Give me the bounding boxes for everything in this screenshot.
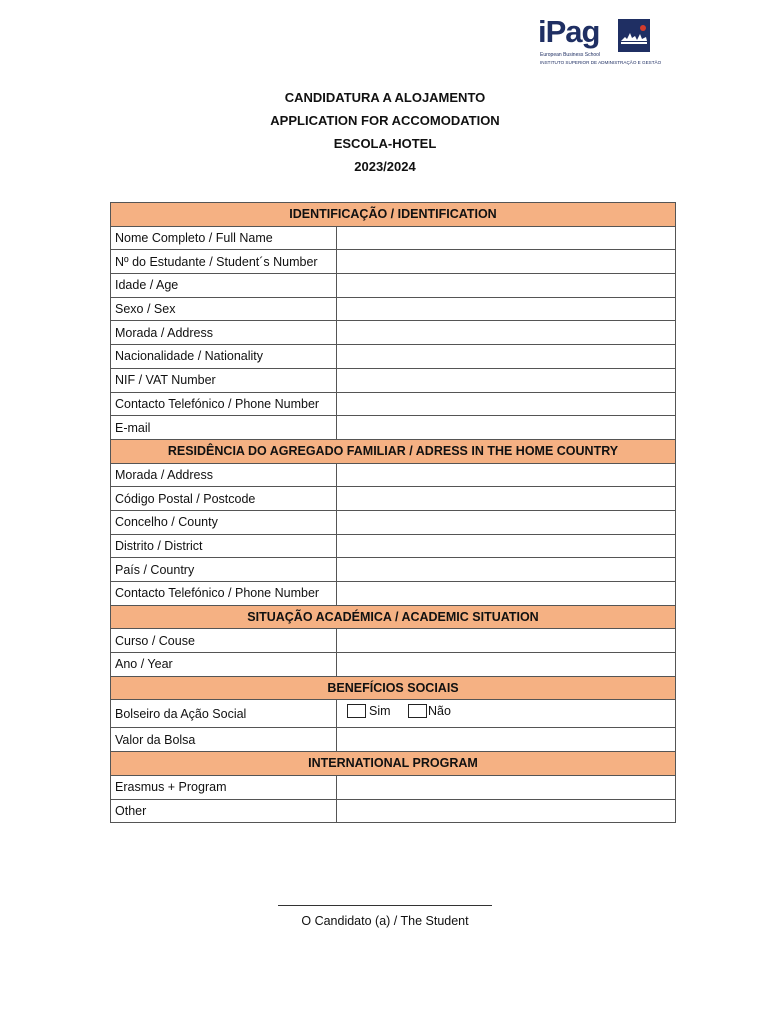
form-row xyxy=(111,510,676,534)
logo-subtitle-institute: INSTITUTO SUPERIOR DE ADMINISTRAÇÃO E GESTÃO xyxy=(540,60,662,65)
country-field[interactable] xyxy=(337,558,676,582)
field-label: Morada / Address xyxy=(111,463,337,487)
field-label: Contacto Telefónico / Phone Number xyxy=(111,392,337,416)
postcode-field[interactable] xyxy=(337,487,676,511)
nationality-field[interactable] xyxy=(337,345,676,369)
sex-field[interactable] xyxy=(337,297,676,321)
field-label: Ano / Year xyxy=(111,653,337,677)
home-phone-field[interactable] xyxy=(337,582,676,606)
phone-number-field[interactable] xyxy=(337,392,676,416)
form-row xyxy=(111,728,676,752)
vat-number-field[interactable] xyxy=(337,368,676,392)
email-field[interactable] xyxy=(337,416,676,440)
header-title-pt: CANDIDATURA A ALOJAMENTO xyxy=(284,90,486,105)
section-header-international: INTERNATIONAL PROGRAM xyxy=(111,752,676,776)
signature-label: O Candidato (a) / The Student xyxy=(301,914,469,928)
form-row xyxy=(111,799,676,823)
course-field[interactable] xyxy=(337,629,676,653)
sim-checkbox[interactable] xyxy=(347,704,366,718)
district-field[interactable] xyxy=(337,534,676,558)
form-row xyxy=(111,700,676,728)
home-address-field[interactable] xyxy=(337,463,676,487)
form-row xyxy=(111,534,676,558)
erasmus-field[interactable] xyxy=(337,775,676,799)
form-row xyxy=(111,463,676,487)
institution-logo xyxy=(538,14,662,68)
form-row xyxy=(111,629,676,653)
field-label: Contacto Telefónico / Phone Number xyxy=(111,582,337,606)
field-label: Bolseiro da Ação Social xyxy=(111,700,337,728)
sim-label: Sim xyxy=(369,704,391,719)
field-label: Nacionalidade / Nationality xyxy=(111,345,337,369)
section-header-academic: SITUAÇÃO ACADÉMICA / ACADEMIC SITUATION xyxy=(111,605,676,629)
application-form xyxy=(110,202,676,823)
scholarship-amount-field[interactable] xyxy=(337,728,676,752)
form-row xyxy=(111,582,676,606)
header-year: 2023/2024 xyxy=(354,159,416,174)
form-row xyxy=(111,416,676,440)
nao-label: Não xyxy=(428,704,451,719)
section-header-benefits: BENEFÍCIOS SOCIAIS xyxy=(111,676,676,700)
signature-line[interactable] xyxy=(278,905,492,906)
other-program-field[interactable] xyxy=(337,799,676,823)
year-field[interactable] xyxy=(337,653,676,677)
form-row xyxy=(111,775,676,799)
age-field[interactable] xyxy=(337,274,676,298)
form-row xyxy=(111,368,676,392)
field-label: Nome Completo / Full Name xyxy=(111,226,337,250)
header-title-en: APPLICATION FOR ACCOMODATION xyxy=(270,113,500,128)
county-field[interactable] xyxy=(337,510,676,534)
field-label: Erasmus + Program xyxy=(111,775,337,799)
field-label: Nº do Estudante / Student´s Number xyxy=(111,250,337,274)
field-label: Other xyxy=(111,799,337,823)
field-label: Sexo / Sex xyxy=(111,297,337,321)
field-label: Distrito / District xyxy=(111,534,337,558)
logo-emblem-icon xyxy=(618,19,650,52)
form-row xyxy=(111,274,676,298)
field-label: Concelho / County xyxy=(111,510,337,534)
field-label: Idade / Age xyxy=(111,274,337,298)
student-number-field[interactable] xyxy=(337,250,676,274)
nao-checkbox[interactable] xyxy=(408,704,427,718)
scholarship-options xyxy=(337,700,676,728)
form-row xyxy=(111,321,676,345)
field-label: Código Postal / Postcode xyxy=(111,487,337,511)
form-row xyxy=(111,392,676,416)
form-row xyxy=(111,487,676,511)
header-school: ESCOLA-HOTEL xyxy=(333,136,437,151)
section-header-identification: IDENTIFICAÇÃO / IDENTIFICATION xyxy=(111,203,676,227)
form-row xyxy=(111,297,676,321)
section-header-residence: RESIDÊNCIA DO AGREGADO FAMILIAR / ADRESS IN THE HOME COUNTRY xyxy=(111,439,676,463)
field-label: NIF / VAT Number xyxy=(111,368,337,392)
form-row xyxy=(111,226,676,250)
full-name-field[interactable] xyxy=(337,226,676,250)
address-field[interactable] xyxy=(337,321,676,345)
field-label: E-mail xyxy=(111,416,337,440)
form-row xyxy=(111,345,676,369)
form-row xyxy=(111,653,676,677)
field-label: Valor da Bolsa xyxy=(111,728,337,752)
field-label: País / Country xyxy=(111,558,337,582)
field-label: Curso / Couse xyxy=(111,629,337,653)
form-row xyxy=(111,558,676,582)
document-header xyxy=(0,86,770,178)
form-row xyxy=(111,250,676,274)
field-label: Morada / Address xyxy=(111,321,337,345)
logo-wordmark: iPag xyxy=(538,14,600,49)
logo-subtitle-school: European Business School xyxy=(540,52,601,58)
